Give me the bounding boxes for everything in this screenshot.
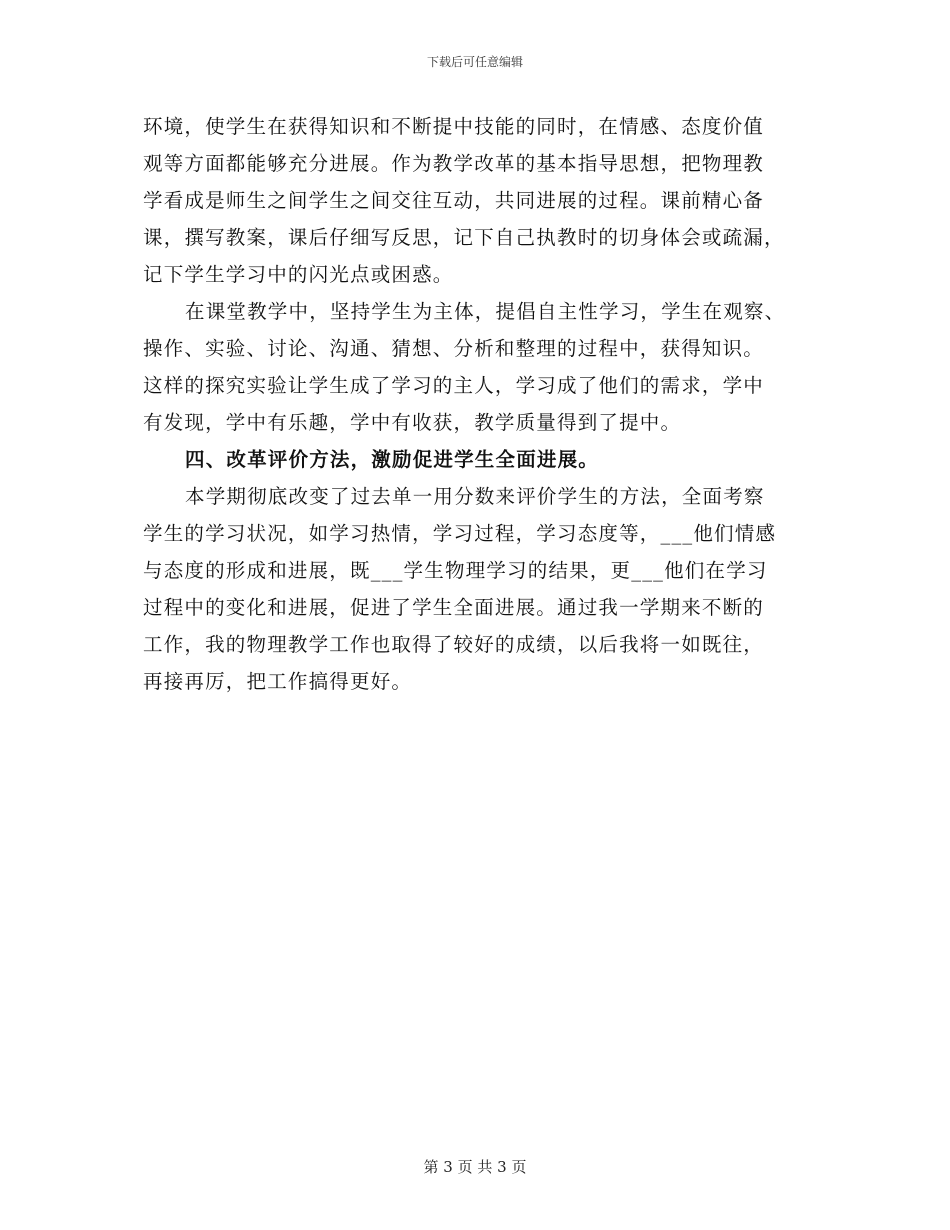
text-line: 学看成是师生之间学生之间交往互动，共同进展的过程。课前精心备 [143,189,765,212]
section-heading: 四、改革评价方法，激励促进学生全面进展。 [185,448,600,471]
text-line: 观等方面都能够充分进展。作为教学改革的基本指导思想，把物理教 [143,152,765,175]
text-line: 课，撰写教案，课后仔细写反思，记下自己执教时的切身体会或疏漏， [143,226,785,249]
page-header-note: 下载后可任意编辑 [426,55,523,69]
text-line: 环境，使学生在获得知识和不断提中技能的同时，在情感、态度价值 [143,115,765,138]
text-line: 工作，我的物理教学工作也取得了较好的成绩，以后我将一如既往， [143,633,765,656]
text-line: 过程中的变化和进展，促进了学生全面进展。通过我一学期来不断的 [143,596,765,619]
text-line: 这样的探究实验让学生成了学习的主人，学习成了他们的需求，学中 [143,374,765,397]
text-line: 与态度的形成和进展，既___学生物理学习的结果，更___他们在学习 [143,559,768,582]
document-body [143,108,823,700]
text-line: 操作、实验、讨论、沟通、猜想、分析和整理的过程中，获得知识。 [143,337,765,360]
paragraph-start-line: 在课堂教学中，坚持学生为主体，提倡自主性学习，学生在观察、 [185,300,786,323]
text-line: 再接再厉，把工作搞得更好。 [143,670,413,693]
text-line: 记下学生学习中的闪光点或困惑。 [143,263,454,286]
page-number: 第 3 页 共 3 页 [423,1158,527,1176]
text-line: 有发现，学中有乐趣，学中有收获，教学质量得到了提中。 [143,411,682,434]
text-line: 学生的学习状况，如学习热情，学习过程，学习态度等，___他们情感 [143,522,777,545]
paragraph-start-line: 本学期彻底改变了过去单一用分数来评价学生的方法，全面考察 [185,485,765,508]
